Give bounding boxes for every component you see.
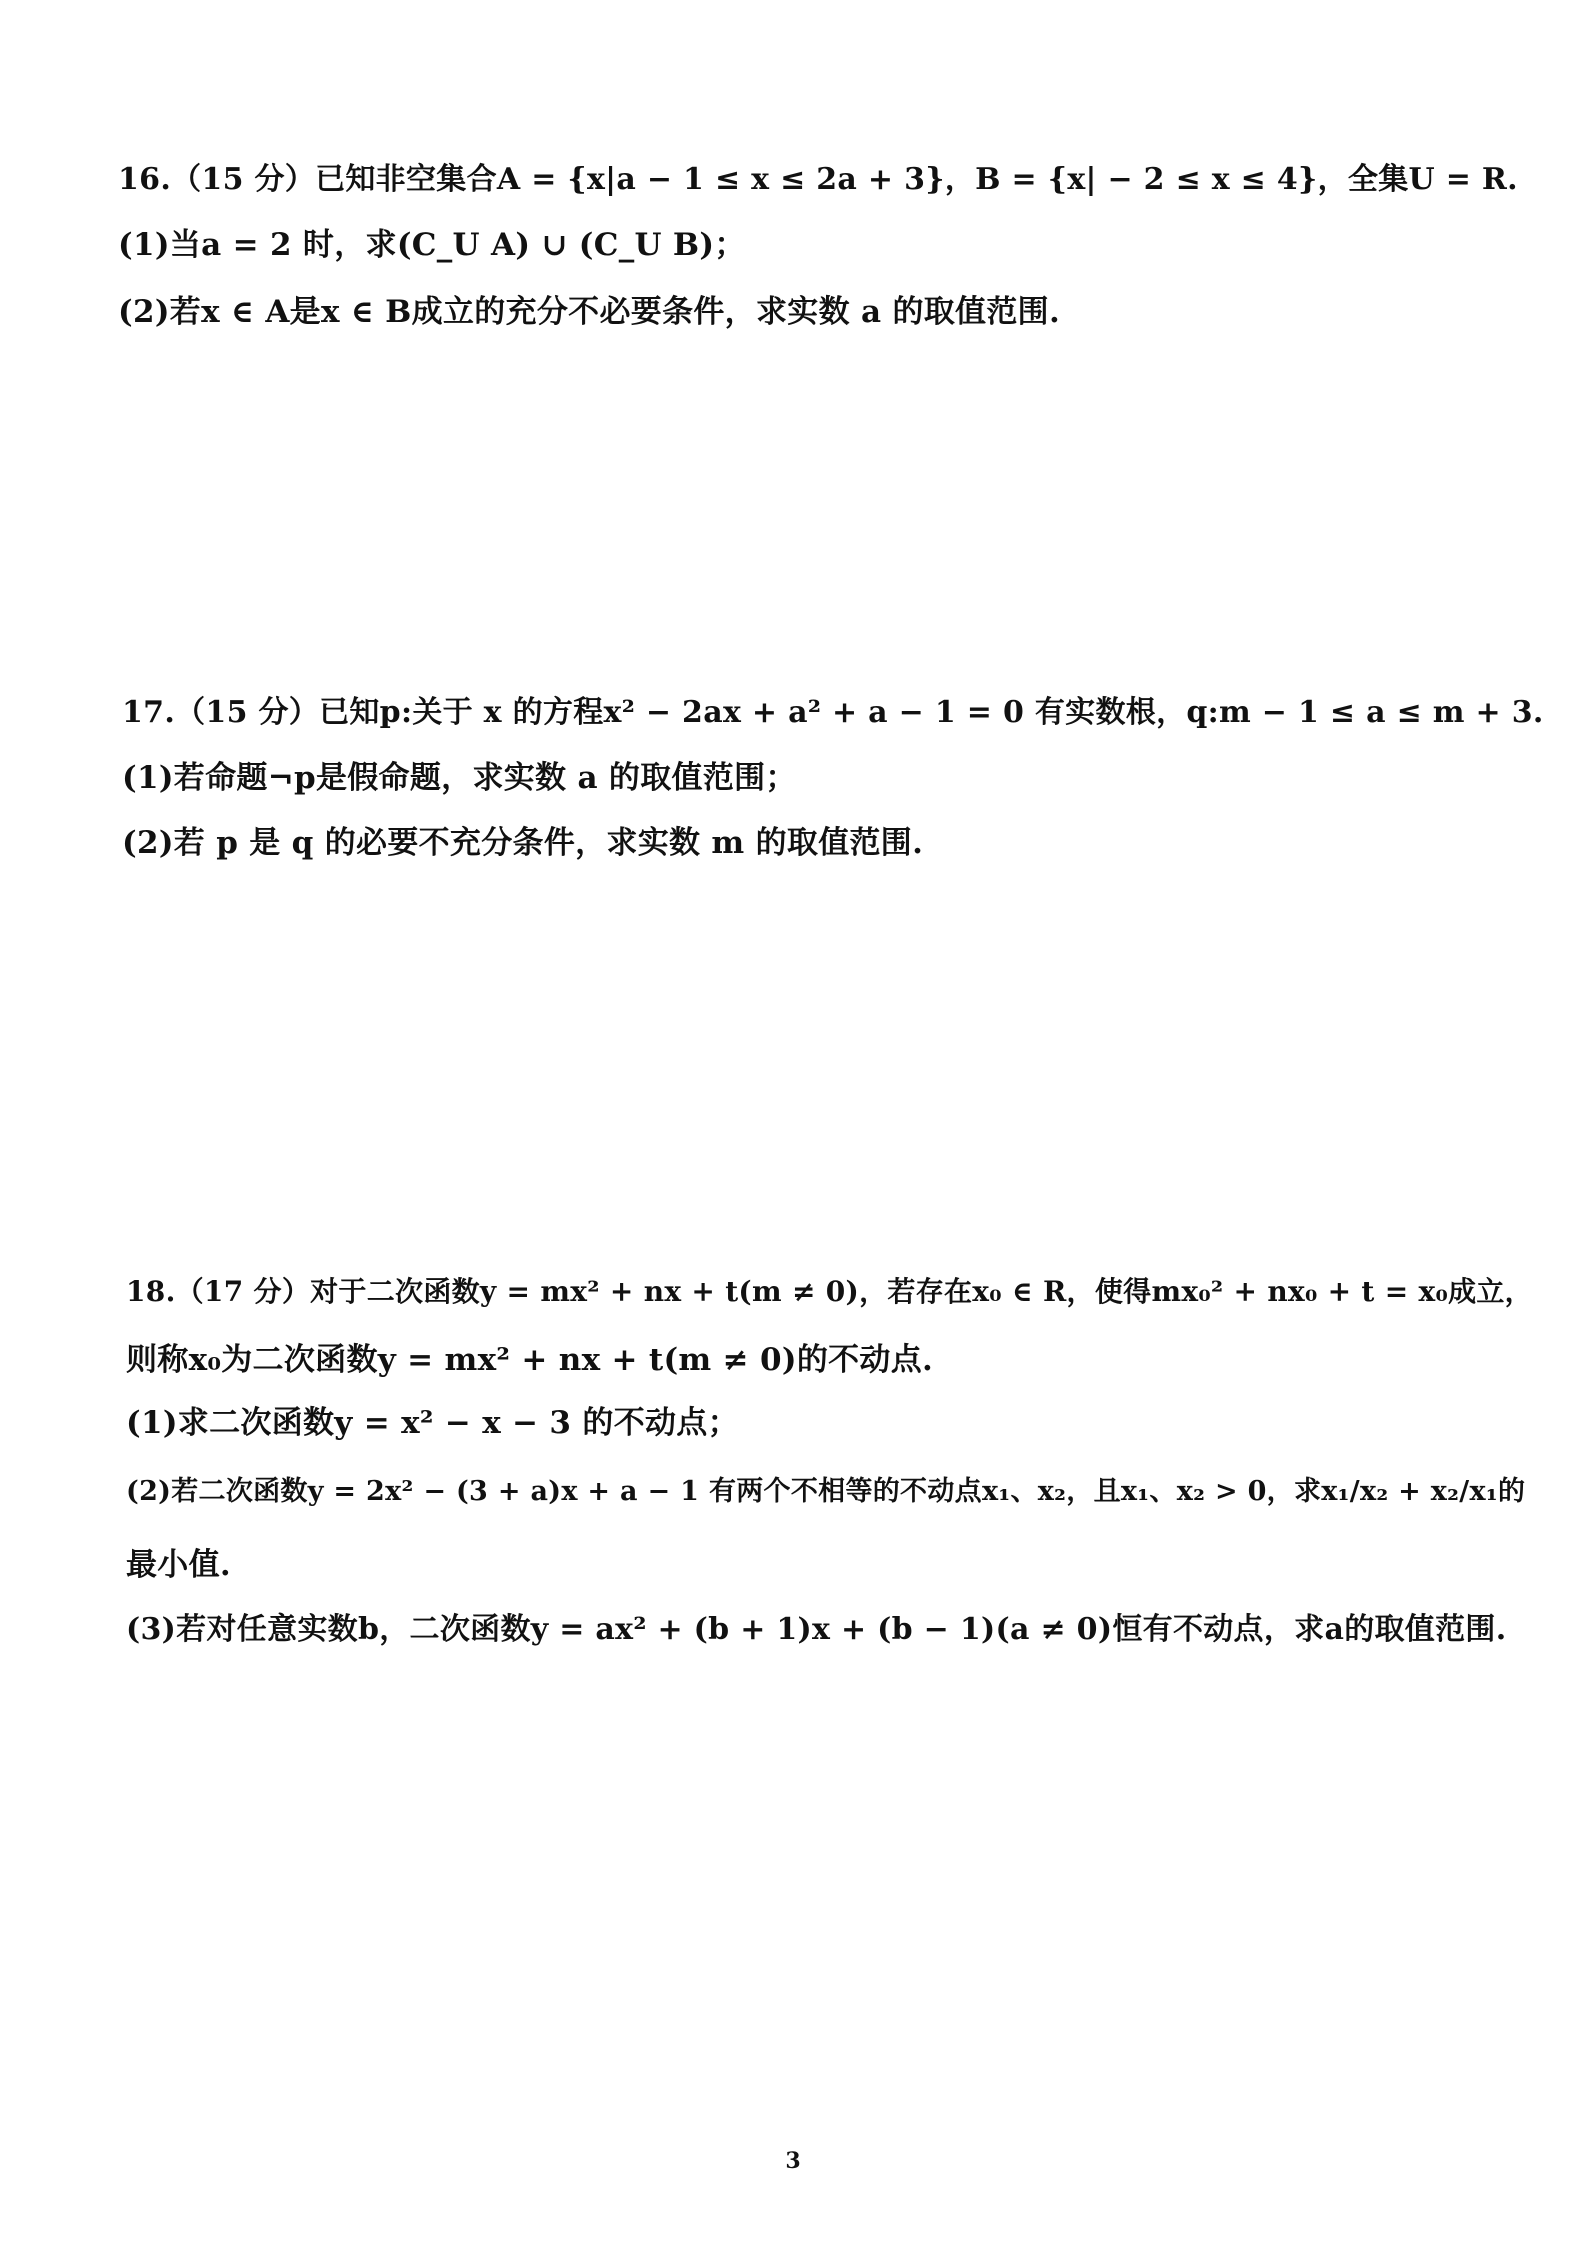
problem-17-part-2: (2)若 p 是 q 的必要不充分条件，求实数 m 的取值范围. bbox=[122, 825, 924, 861]
problem-16-statement: 16.（15 分）已知非空集合A = {x|a − 1 ≤ x ≤ 2a + 3}，B = {x| − 2 ≤ x ≤ 4}，全集U = R. bbox=[118, 162, 1518, 197]
problem-18-statement: 18.（17 分）对于二次函数y = mx² + nx + t(m ≠ 0)，若存在x₀ ∈ R，使得mx₀² + nx₀ + t = x₀成立， bbox=[126, 1275, 1533, 1308]
problem-18-definition: 则称x₀为二次函数y = mx² + nx + t(m ≠ 0)的不动点. bbox=[126, 1342, 934, 1378]
problem-18-part-2-continued: 最小值. bbox=[126, 1547, 231, 1583]
problem-16-part-1: (1)当a = 2 时，求(C_U A) ∪ (C_U B)； bbox=[118, 227, 746, 263]
problem-18-part-3: (3)若对任意实数b，二次函数y = ax² + (b + 1)x + (b − 1)(a ≠ 0)恒有不动点，求a的取值范围. bbox=[126, 1612, 1507, 1647]
page-number: 3 bbox=[785, 2148, 801, 2174]
problem-17-statement: 17.（15 分）已知p:关于 x 的方程x² − 2ax + a² + a − 1 = 0 有实数根，q:m − 1 ≤ a ≤ m + 3. bbox=[122, 695, 1544, 730]
problem-18-part-1: (1)求二次函数y = x² − x − 3 的不动点； bbox=[126, 1405, 739, 1441]
problem-18-part-2: (2)若二次函数y = 2x² − (3 + a)x + a − 1 有两个不相等的不动点x₁、x₂，且x₁、x₂ > 0，求x₁/x₂ + x₂/x₁的 bbox=[126, 1476, 1526, 1507]
problem-16-part-2: (2)若x ∈ A是x ∈ B成立的充分不必要条件，求实数 a 的取值范围. bbox=[118, 294, 1061, 330]
problem-17-part-1: (1)若命题¬p是假命题，求实数 a 的取值范围； bbox=[122, 760, 797, 796]
